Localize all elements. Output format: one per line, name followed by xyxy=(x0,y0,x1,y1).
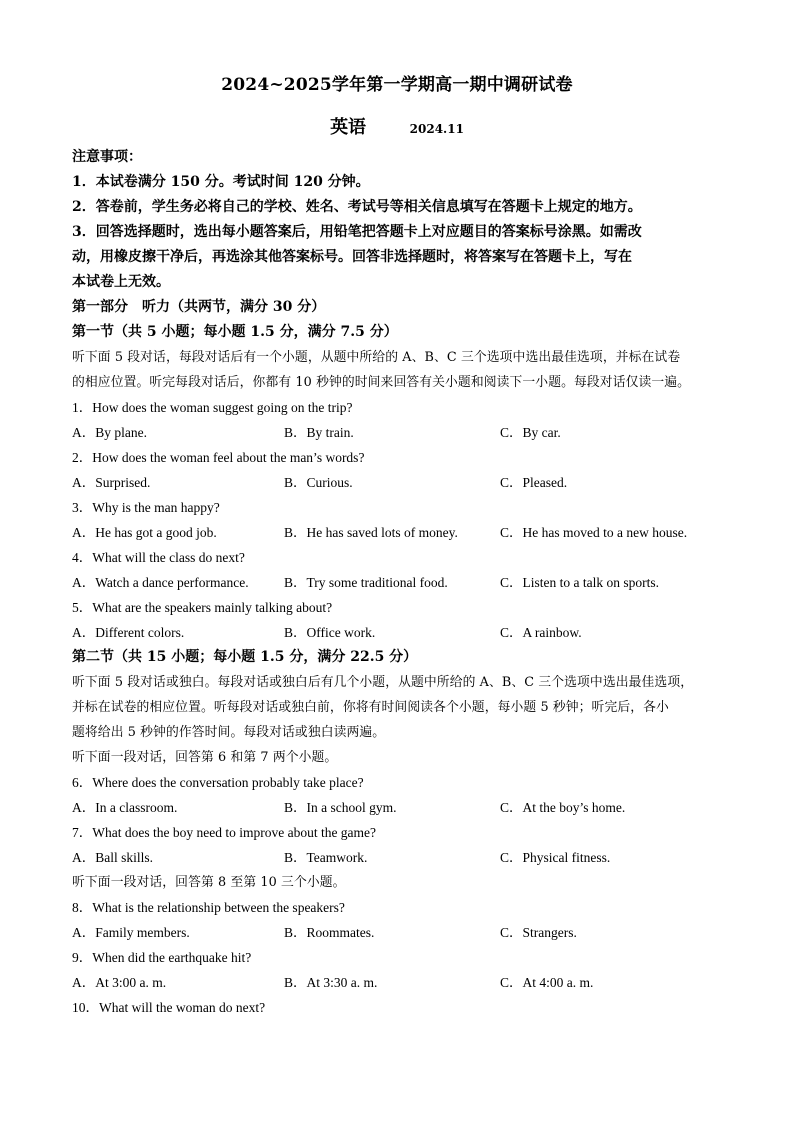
option-a: A．At 3:00 a. m. xyxy=(72,975,167,990)
section1-instruction: 的相应位置。听完每段对话后，你都有 10 秒钟的时间来回答有关小题和阅读下一小题。每段对话仅读一遍。 xyxy=(72,375,691,390)
section2-instruction: 题将给出 5 秒钟的作答时间。每段对话或独白读两遍。 xyxy=(72,725,386,740)
exam-date: 2024.11 xyxy=(409,122,464,136)
option-c: C．A rainbow. xyxy=(500,625,582,640)
notice-line: 动，用橡皮擦干净后，再选涂其他答案标号。回答非选择题时，将答案写在答题卡上，写在 xyxy=(72,249,632,265)
option-b: B．Roommates. xyxy=(284,925,375,940)
option-c: C．At the boy’s home. xyxy=(500,800,626,815)
exam-title: 2024~2025学年第一学期高一期中调研试卷 xyxy=(221,75,573,95)
options-8 xyxy=(72,920,728,945)
option-a: A．Family members. xyxy=(72,925,190,940)
option-a: A．Different colors. xyxy=(72,625,185,640)
notice-line: 3．回答选择题时，选出每小题答案后，用铅笔把答题卡上对应题目的答案标号涂黑。如需改 xyxy=(72,224,642,240)
section2-title: 第二节（共 15 小题；每小题 1.5 分，满分 22.5 分） xyxy=(72,649,418,665)
exam-subtitle xyxy=(0,113,794,139)
question-9: 9．When did the earthquake hit? xyxy=(72,950,252,965)
options-5 xyxy=(72,620,728,645)
option-c: C．At 4:00 a. m. xyxy=(500,975,594,990)
notice-line: 2．答卷前，学生务必将自己的学校、姓名、考试号等相关信息填写在答题卡上规定的地方。 xyxy=(72,199,642,215)
option-c: C．By car. xyxy=(500,425,561,440)
option-b: B．Office work. xyxy=(284,625,376,640)
question-5: 5．What are the speakers mainly talking about? xyxy=(72,600,333,615)
options-2 xyxy=(72,470,728,495)
options-4 xyxy=(72,570,728,595)
option-a: A．In a classroom. xyxy=(72,800,178,815)
options-6 xyxy=(72,795,728,820)
option-c: C．Strangers. xyxy=(500,925,577,940)
section1-instruction: 听下面 5 段对话，每段对话后有一个小题，从题中所给的 A、B、C 三个选项中选出最佳选项，并标在试卷 xyxy=(72,350,681,365)
option-a: A．Watch a dance performance. xyxy=(72,575,249,590)
option-b: B．He has saved lots of money. xyxy=(284,525,458,540)
options-9 xyxy=(72,970,728,995)
exam-content xyxy=(72,145,728,1020)
option-a: A．He has got a good job. xyxy=(72,525,217,540)
section2-instruction: 并标在试卷的相应位置。听每段对话或独白前，你将有时间阅读各个小题，每小题 5 秒钟；听完后，各小 xyxy=(72,700,669,715)
question-6: 6．Where does the conversation probably take place? xyxy=(72,775,364,790)
notice-heading: 注意事项： xyxy=(72,149,142,165)
option-c: C．Pleased. xyxy=(500,475,568,490)
section1-title: 第一节（共 5 小题；每小题 1.5 分，满分 7.5 分） xyxy=(72,324,398,340)
option-c: C．Listen to a talk on sports. xyxy=(500,575,659,590)
part1-title: 第一部分 听力（共两节，满分 30 分） xyxy=(72,299,326,315)
option-b: B．In a school gym. xyxy=(284,800,397,815)
question-2: 2．How does the woman feel about the man’s words? xyxy=(72,450,365,465)
question-1: 1．How does the woman suggest going on the trip? xyxy=(72,400,353,415)
option-b: B．Try some traditional food. xyxy=(284,575,448,590)
option-a: A．By plane. xyxy=(72,425,147,440)
group-note: 听下面一段对话，回答第 6 和第 7 两个小题。 xyxy=(72,750,338,765)
option-a: A．Surprised. xyxy=(72,475,151,490)
notice-line: 1．本试卷满分 150 分。考试时间 120 分钟。 xyxy=(72,174,370,190)
option-c: C．Physical fitness. xyxy=(500,850,611,865)
section2-instruction: 听下面 5 段对话或独白。每段对话或独白后有几个小题，从题中所给的 A、B、C 三个选项中选出最佳选项， xyxy=(72,675,694,690)
subject-label: 英语 xyxy=(330,117,367,138)
question-3: 3．Why is the man happy? xyxy=(72,500,220,515)
question-4: 4．What will the class do next? xyxy=(72,550,245,565)
question-10: 10．What will the woman do next? xyxy=(72,1000,266,1015)
group-note: 听下面一段对话，回答第 8 至第 10 三个小题。 xyxy=(72,875,346,890)
option-b: B．Teamwork. xyxy=(284,850,368,865)
question-7: 7．What does the boy need to improve about the game? xyxy=(72,825,377,840)
option-a: A．Ball skills. xyxy=(72,850,154,865)
options-3 xyxy=(72,520,728,545)
notice-line: 本试卷上无效。 xyxy=(72,274,170,290)
option-b: B．By train. xyxy=(284,425,354,440)
options-7 xyxy=(72,845,728,870)
option-b: B．Curious. xyxy=(284,475,353,490)
options-1 xyxy=(72,420,728,445)
question-8: 8．What is the relationship between the speakers? xyxy=(72,900,345,915)
option-b: B．At 3:30 a. m. xyxy=(284,975,378,990)
option-c: C．He has moved to a new house. xyxy=(500,525,688,540)
